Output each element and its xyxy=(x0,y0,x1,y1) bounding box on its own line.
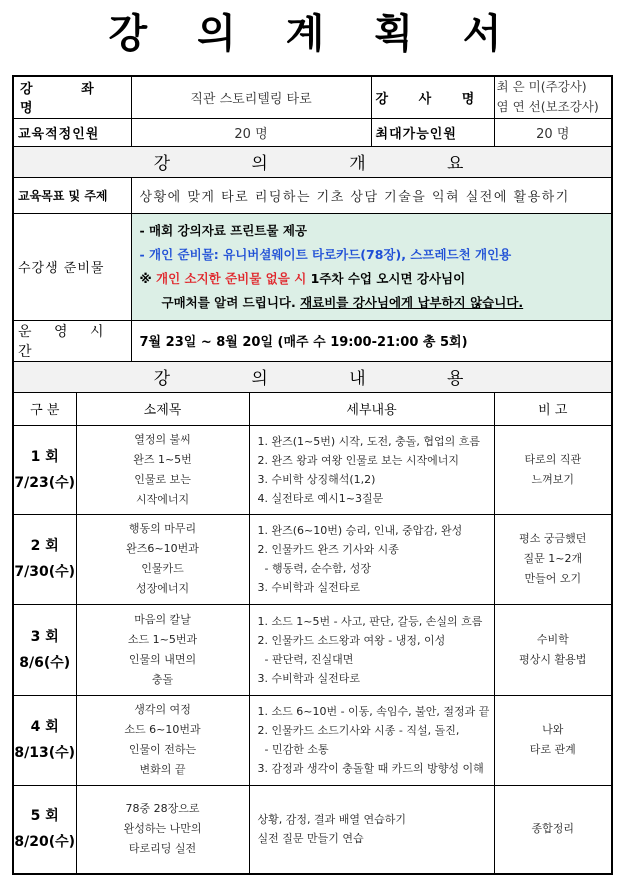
prep-label: 수강생 준비물 xyxy=(13,213,131,320)
subtitle-line: 열정의 불씨 xyxy=(134,432,191,446)
document-title: 강 의 계 획 서 xyxy=(108,11,520,57)
schedule-text: 7월 23일 ~ 8월 20일 (매주 수 19:00-21:00 총 5회) xyxy=(131,320,612,361)
detail-line: 1. 소드 1~5번 - 사고, 판단, 갈등, 손실의 흐름 xyxy=(257,614,483,628)
session-date: 7/30(수) xyxy=(14,564,76,580)
instructor-names xyxy=(494,76,612,118)
max-capacity-value: 20 명 xyxy=(494,118,612,146)
note-line: 종합정리 xyxy=(531,822,575,836)
overview-header-row xyxy=(13,146,612,177)
detail-line: 실전 질문 만들기 연습 xyxy=(257,832,364,846)
detail-line: 2. 인물카드 소드기사와 시종 - 직설, 돌진, xyxy=(257,724,460,737)
detail-line: 3. 수비학과 실전타로 xyxy=(257,671,361,685)
subtitle-cell xyxy=(76,425,249,514)
subtitle-line: 인물의 내면의 xyxy=(128,652,197,666)
subtitle-cell xyxy=(76,785,249,874)
max-capacity-label: 최대가능인원 xyxy=(371,118,494,146)
subtitle-line: 78중 28장으로 xyxy=(125,802,200,816)
session-number: 3 회 xyxy=(30,628,59,645)
prep-line-3 xyxy=(140,267,604,291)
session-row xyxy=(13,695,612,785)
proper-capacity-value: 20 명 xyxy=(131,118,371,146)
detail-line: 상황, 감정, 결과 배열 연습하기 xyxy=(257,813,407,827)
session-date: 8/13(수) xyxy=(14,745,76,761)
col-subtitle: 소제목 xyxy=(76,392,249,425)
col-note: 비 고 xyxy=(494,392,612,425)
note-line: 만들어 오기 xyxy=(524,572,582,585)
session-number: 4 회 xyxy=(30,719,59,735)
col-details: 세부내용 xyxy=(249,392,494,425)
detail-line: - 판단력, 진실대면 xyxy=(257,652,354,666)
note-line: 타로의 직관 xyxy=(524,452,582,466)
prep-row xyxy=(13,213,612,320)
prep-line-2: - 개인 준비물: 유니버셜웨이트 타로카드(78장), 스프레드천 개인용 xyxy=(139,246,512,262)
session-date: 8/20(수) xyxy=(14,834,76,851)
col-session: 구 분 xyxy=(13,392,76,425)
course-row xyxy=(13,76,612,118)
schedule-row xyxy=(13,320,612,361)
content-header: 강 의 내 용 xyxy=(13,361,612,392)
content-header-row xyxy=(13,361,612,392)
subtitle-line: 시작에너지 xyxy=(135,492,190,506)
note-line: 평상시 활용법 xyxy=(519,652,587,666)
subtitle-line: 타로리딩 실전 xyxy=(128,842,197,856)
subtitle-line: 변화의 끝 xyxy=(139,763,186,776)
detail-line: 2. 완즈 왕과 여왕 인물로 보는 시작에너지 xyxy=(257,453,460,467)
subtitle-line: 인물이 전하는 xyxy=(128,743,197,756)
detail-line: - 행동력, 순수함, 성장 xyxy=(257,562,371,575)
detail-line: 3. 감정과 생각이 충돌할 때 카드의 방향성 이해 xyxy=(257,762,484,775)
detail-line: 3. 수비학과 실전타로 xyxy=(257,581,361,594)
course-name: 직관 스토리텔링 타로 xyxy=(131,76,371,118)
note-cell xyxy=(494,604,612,695)
details-cell xyxy=(249,514,494,604)
session-number: 2 회 xyxy=(30,538,59,554)
subtitle-line: 완성하는 나만의 xyxy=(123,822,202,836)
subtitle-line: 충돌 xyxy=(151,672,174,686)
note-line: 타로 관계 xyxy=(529,743,576,756)
plan-table xyxy=(12,75,613,875)
subtitle-line: 인물카드 xyxy=(141,562,184,575)
note-line: 질문 1~2개 xyxy=(523,552,583,565)
details-cell xyxy=(249,785,494,874)
session-date: 7/23(수) xyxy=(14,474,76,491)
instructor-assistant: 염 연 선(보조강사) xyxy=(496,99,599,115)
detail-line: - 민감한 소통 xyxy=(257,743,329,756)
proper-capacity-label: 교육적정인원 xyxy=(13,118,131,146)
detail-line: 2. 인물카드 완즈 기사와 시종 xyxy=(257,543,399,556)
note-cell xyxy=(494,425,612,514)
subtitle-line: 행동의 마무리 xyxy=(128,522,197,535)
subtitle-line: 소드 6~10번과 xyxy=(124,723,201,736)
details-cell xyxy=(249,604,494,695)
prep-note-mark: ※ xyxy=(139,270,157,286)
details-cell xyxy=(249,695,494,785)
session-row xyxy=(13,514,612,604)
subtitle-cell xyxy=(76,604,249,695)
prep-box xyxy=(131,213,612,320)
subtitle-line: 완즈6~10번과 xyxy=(126,542,199,555)
session-number: 5 회 xyxy=(30,808,59,825)
note-line: 수비학 xyxy=(536,632,569,646)
prep-note-fee: 재료비를 강사님에게 납부하지 않습니다. xyxy=(300,294,524,310)
subtitle-line: 성장에너지 xyxy=(135,582,190,595)
note-cell xyxy=(494,514,612,604)
detail-line: 2. 인물카드 소드왕과 여왕 - 냉정, 이성 xyxy=(257,633,446,647)
note-line: 평소 궁금했던 xyxy=(519,532,587,545)
detail-line: 1. 완즈(1~5번) 시작, 도전, 충돌, 협업의 흐름 xyxy=(257,434,481,448)
prep-line-1: - 매회 강의자료 프린트물 제공 xyxy=(139,222,308,238)
prep-note-buy: 구매처를 알려 드립니다. xyxy=(161,294,301,310)
instructor-main: 최 은 미(주강사) xyxy=(496,79,587,95)
prep-note-rest: 1주차 수업 오시면 강사님이 xyxy=(306,270,466,286)
instructor-label: 강 사 명 xyxy=(371,76,494,118)
session-cell xyxy=(13,695,76,785)
session-row xyxy=(13,785,612,874)
session-date: 8/6(수) xyxy=(19,654,71,671)
session-cell xyxy=(13,514,76,604)
note-cell xyxy=(494,785,612,874)
prep-line-4 xyxy=(140,291,604,315)
details-cell xyxy=(249,425,494,514)
detail-line: 4. 실전타로 예시1~3질문 xyxy=(257,491,384,505)
subtitle-line: 마음의 칼날 xyxy=(134,612,191,626)
goal-row xyxy=(13,177,612,213)
overview-header: 강 의 개 요 xyxy=(13,146,612,177)
detail-line: 1. 소드 6~10번 - 이동, 속임수, 불안, 절정과 끝 xyxy=(257,705,490,718)
column-header-row xyxy=(13,392,612,425)
subtitle-line: 인물로 보는 xyxy=(134,472,191,486)
subtitle-line: 완즈 1~5번 xyxy=(133,452,192,466)
subtitle-line: 생각의 여정 xyxy=(134,703,191,716)
subtitle-cell xyxy=(76,514,249,604)
goal-label: 교육목표 및 주제 xyxy=(13,177,131,213)
session-rows xyxy=(13,425,612,874)
session-row xyxy=(13,425,612,514)
detail-line: 1. 완즈(6~10번) 승리, 인내, 중압감, 완성 xyxy=(257,524,463,537)
note-cell xyxy=(494,695,612,785)
prep-note-red: 개인 소지한 준비물 없을 시 xyxy=(156,270,307,286)
subtitle-cell xyxy=(76,695,249,785)
session-cell xyxy=(13,425,76,514)
subtitle-line: 소드 1~5번과 xyxy=(127,632,198,646)
goal-text: 상황에 맞게 타로 리딩하는 기초 상담 기술을 익혀 실전에 활용하기 xyxy=(131,177,612,213)
note-line: 나와 xyxy=(542,723,564,736)
session-number: 1 회 xyxy=(30,448,59,465)
session-cell xyxy=(13,785,76,874)
session-cell xyxy=(13,604,76,695)
capacity-row xyxy=(13,118,612,146)
schedule-label: 운 영 시 간 xyxy=(13,320,131,361)
note-line: 느껴보기 xyxy=(531,472,575,486)
course-label: 강 좌 명 xyxy=(13,76,131,118)
detail-line: 3. 수비학 상징해석(1,2) xyxy=(257,472,376,486)
session-row xyxy=(13,604,612,695)
